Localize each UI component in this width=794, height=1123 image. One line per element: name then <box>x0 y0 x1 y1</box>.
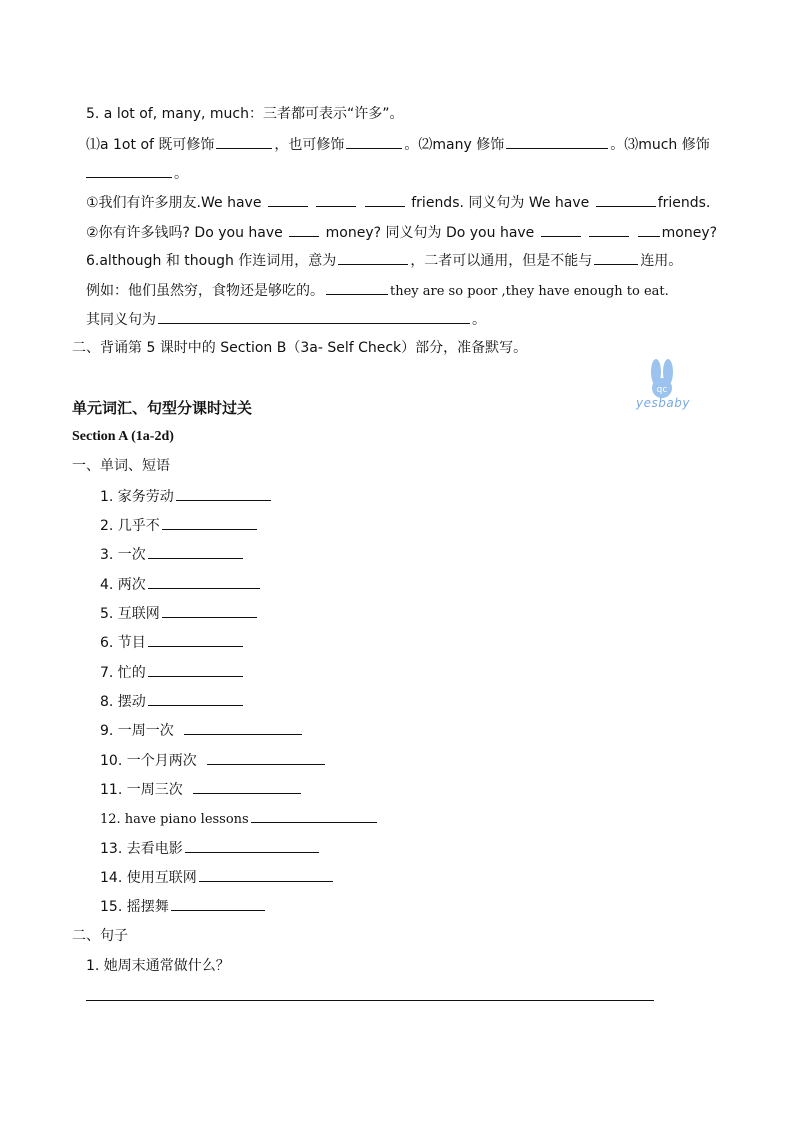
list-item: 9. 一周一次 <box>100 720 304 741</box>
section-title: Section A (1a-2d) <box>72 429 174 444</box>
blank-field[interactable] <box>158 309 470 324</box>
part1-title: 一、单词、短语 <box>72 458 170 474</box>
list-item: 6. 节目 <box>100 632 245 653</box>
list-item: 2. 几乎不 <box>100 515 259 536</box>
blank-field[interactable] <box>589 222 629 237</box>
example-line: 例如：他们虽然穷，食物还是够吃的。 they are so poor ,they have enough to eat. <box>86 280 669 302</box>
blank-field[interactable] <box>185 838 319 853</box>
example2: ②你有许多钱吗? Do you have money? 同义句为 Do you have money? <box>86 222 717 243</box>
blank-field[interactable] <box>289 222 319 237</box>
item5-line2: 。 <box>86 163 188 184</box>
item6: 6.although 和 though 作连词用，意为 ，二者可以通用，但是不能与 连用。 <box>86 250 682 271</box>
blank-field[interactable] <box>326 280 388 295</box>
blank-field[interactable] <box>594 250 638 265</box>
blank-field[interactable] <box>268 192 308 207</box>
logo-wordmark: yesbaby <box>636 396 690 410</box>
list-item: 8. 摆动 <box>100 691 245 712</box>
unit-title: 单元词汇、句型分课时过关 <box>72 399 253 417</box>
list-item: 5. 互联网 <box>100 603 259 624</box>
blank-field[interactable] <box>162 603 257 618</box>
example1: ①我们有许多朋友.We have friends. 同义句为 We have friends． <box>86 192 720 213</box>
blank-field[interactable] <box>638 222 660 237</box>
item5-title: 5. a lot of, many, much：三者都可表示“许多”。 <box>86 106 404 122</box>
list-item: 11. 一周三次 <box>100 779 303 800</box>
blank-field[interactable] <box>199 867 333 882</box>
blank-field[interactable] <box>207 750 325 765</box>
blank-field[interactable] <box>148 691 243 706</box>
part2-title: 二、句子 <box>72 928 128 944</box>
list-item: 7. 忙的 <box>100 662 245 683</box>
blank-field[interactable] <box>338 250 408 265</box>
list-item: 14. 使用互联网 <box>100 867 335 888</box>
task-two: 二、背诵第 5 课时中的 Section B（3a- Self Check）部分，准备默写。 <box>72 340 528 356</box>
list-item: 15. 摇摆舞 <box>100 896 267 917</box>
blank-field[interactable] <box>171 896 265 911</box>
list-item: 4. 两次 <box>100 574 262 595</box>
blank-field[interactable] <box>541 222 581 237</box>
list-item: 1. 家务劳动 <box>100 486 273 507</box>
blank-field[interactable] <box>148 632 243 647</box>
list-item: 10. 一个月两次 <box>100 750 327 771</box>
synonym-line: 其同义句为 。 <box>86 309 486 330</box>
blank-field[interactable] <box>162 515 257 530</box>
blank-field[interactable] <box>251 808 377 823</box>
blank-field[interactable] <box>506 134 608 149</box>
blank-field[interactable] <box>86 163 172 178</box>
bunny-icon <box>628 358 698 400</box>
list-item: 13. 去看电影 <box>100 838 321 859</box>
blank-field[interactable] <box>216 134 272 149</box>
blank-field[interactable] <box>148 662 243 677</box>
item5-line1: ⑴a 1ot of 既可修饰 ，也可修饰 。⑵many 修饰 。⑶much 修饰 <box>86 134 710 155</box>
sentence-item: 1. 她周末通常做什么？ <box>86 958 230 974</box>
svg-text:qc: qc <box>656 385 668 395</box>
answer-line[interactable] <box>86 1000 654 1001</box>
blank-field[interactable] <box>148 574 260 589</box>
list-item: 12. have piano lessons <box>100 808 379 830</box>
list-item: 3. 一次 <box>100 544 245 565</box>
blank-field[interactable] <box>193 779 301 794</box>
blank-field[interactable] <box>596 192 656 207</box>
blank-field[interactable] <box>316 192 356 207</box>
yesbaby-logo <box>628 358 698 416</box>
blank-field[interactable] <box>148 544 243 559</box>
blank-field[interactable] <box>176 486 271 501</box>
blank-field[interactable] <box>184 720 302 735</box>
blank-field[interactable] <box>365 192 405 207</box>
blank-field[interactable] <box>346 134 402 149</box>
